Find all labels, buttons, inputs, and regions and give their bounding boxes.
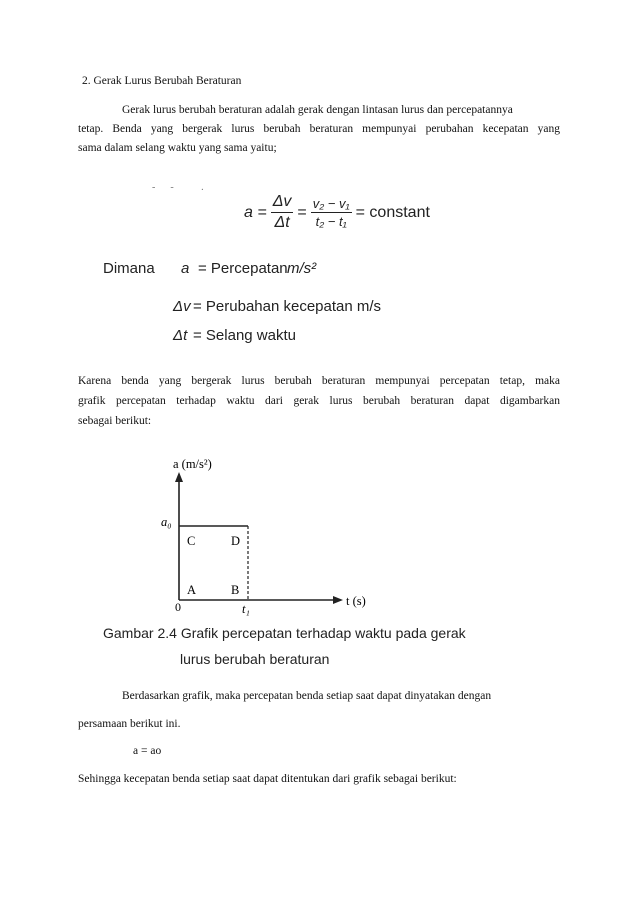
para2-line-3: sebagai berikut: <box>78 415 152 427</box>
para4-line-1: Sehingga kecepatan benda setiap saat dapat ditentukan dari grafik sebagai berikut: <box>78 773 457 785</box>
intro-line-1: Gerak lurus berubah beraturan adalah gerak dengan lintasan lurus dan percepatannya <box>122 104 513 116</box>
formula-rhs: = constant <box>355 203 430 221</box>
point-A-label: A <box>187 583 197 597</box>
formula <box>244 193 430 232</box>
y-axis-label: a (m/s²) <box>173 457 212 471</box>
dimana-dv-definition: = Perubahan kecepatan m/s <box>193 298 382 315</box>
formula-frac1-num: Δv <box>271 193 294 213</box>
section-heading: 2. Gerak Lurus Berubah Beraturan <box>82 75 242 87</box>
formula-frac2-num: v₂ − v₁ <box>312 196 350 211</box>
x-axis-label: t (s) <box>346 594 366 608</box>
equation-a-equals-ao: a = ao <box>133 745 162 757</box>
intro-line-2: tetap. Benda yang bergerak lurus berubah beraturan mempunyai perubahan kecepatan yang <box>78 123 560 135</box>
acceleration-time-graph <box>150 448 390 618</box>
x-axis-arrow <box>333 596 343 604</box>
point-D-label: D <box>231 534 241 548</box>
formula-lhs: a = <box>244 203 267 221</box>
para3-line-1: Berdasarkan grafik, maka percepatan benda setiap saat dapat dinyatakan dengan <box>122 690 492 702</box>
intro-line-3: sama dalam selang waktu yang sama yaitu; <box>78 142 277 154</box>
para2-line-1: Karena benda yang bergerak lurus berubah beraturan mempunyai percepatan tetap, maka <box>78 375 560 387</box>
dimana-dt-symbol: Δt <box>173 327 188 344</box>
figure-caption-line-1: Gambar 2.4 Grafik percepatan terhadap waktu pada gerak <box>103 625 466 641</box>
formula-fraction-2 <box>311 196 352 229</box>
y-axis-arrow <box>175 472 183 482</box>
dimana-dv-symbol: Δv <box>173 298 191 315</box>
dimana-label: Dimana <box>103 260 155 277</box>
t1-label: t₁ <box>242 602 250 616</box>
stray-marks: - - . <box>152 182 204 193</box>
figure-caption-line-2: lurus berubah beraturan <box>180 651 330 667</box>
dimana-a-definition: = Percepatan <box>198 260 288 277</box>
point-C-label: C <box>187 534 196 548</box>
dimana-a-symbol: a <box>181 260 190 277</box>
origin-label: 0 <box>175 600 181 614</box>
formula-fraction-1 <box>271 193 294 232</box>
a0-label: a₀ <box>161 515 172 529</box>
point-B-label: B <box>231 583 240 597</box>
formula-eq2: = <box>297 203 307 221</box>
dimana-dt-definition: = Selang waktu <box>193 327 296 344</box>
para2-line-2: grafik percepatan terhadap waktu dari gerak lurus berubah beraturan dapat digambarkan <box>78 395 560 407</box>
formula-frac1-den: Δt <box>274 214 290 231</box>
formula-frac2-den: t₂ − t₁ <box>315 214 347 229</box>
para3-line-2: persamaan berikut ini. <box>78 718 181 730</box>
dimana-a-unit: m/s² <box>287 260 317 277</box>
